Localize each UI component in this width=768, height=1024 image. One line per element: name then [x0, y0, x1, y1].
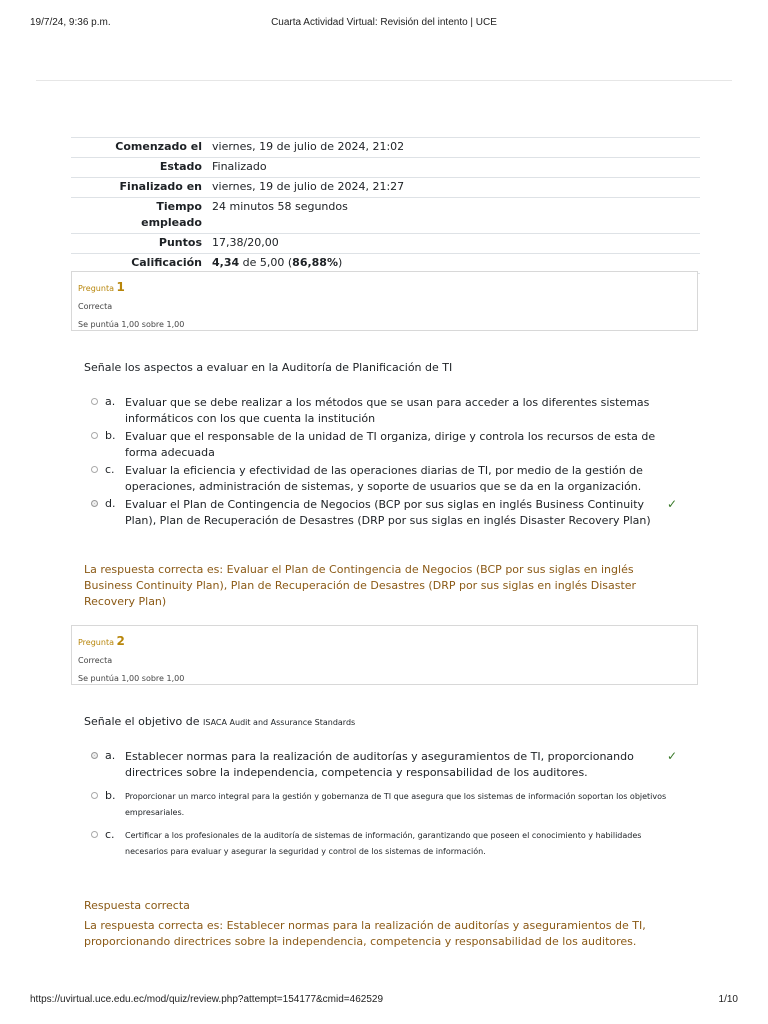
summary-row — [71, 178, 700, 198]
summary-label: Calificación — [71, 254, 207, 274]
summary-label: Finalizado en — [71, 178, 207, 198]
summary-label: Tiempo empleado — [71, 198, 207, 234]
header-divider — [36, 80, 732, 81]
summary-value: viernes, 19 de julio de 2024, 21:27 — [207, 178, 700, 198]
summary-value: 17,38/20,00 — [207, 234, 700, 254]
question-word: Pregunta — [78, 284, 114, 293]
correct-check-icon: ✓ — [667, 749, 678, 763]
question-info-1 — [71, 271, 698, 331]
summary-value: viernes, 19 de julio de 2024, 21:02 — [207, 138, 700, 158]
correct-check-icon: ✓ — [667, 497, 678, 511]
question-mark: Se puntúa 1,00 sobre 1,00 — [78, 320, 185, 329]
radio-button-checked[interactable] — [91, 752, 98, 759]
question-text: Señale los aspectos a evaluar en la Auditoría de Planificación de TI — [84, 361, 453, 374]
option-letter: b. — [105, 789, 116, 802]
grade-percent: 86,88% — [292, 256, 338, 269]
option-letter: b. — [105, 429, 116, 442]
summary-value: 24 minutos 58 segundos — [207, 198, 700, 234]
option-letter: c. — [105, 463, 115, 476]
question-text-1 — [84, 361, 452, 374]
option-text: Establecer normas para la realización de auditorías y aseguramientos de TI, proporcionando directrices sobre la independencia, competencia y responsabilidad de los auditores. — [125, 750, 634, 779]
option-text: Evaluar que se debe realizar a los métodos que se usan para acceder a los diferentes sistemas informáticos con los que cuenta la institución — [125, 396, 650, 425]
feedback-text: La respuesta correcta es: Establecer normas para la realización de auditorías y aseguramientos de TI, proporcionando directrices sobre la independencia, competencia y responsabilidad de los auditores. — [84, 919, 646, 948]
question-text-small: ISACA Audit and Assurance Standards — [203, 718, 356, 727]
print-datetime: 19/7/24, 9:36 p.m. — [30, 17, 111, 28]
question-word: Pregunta — [78, 638, 114, 647]
print-header — [0, 17, 768, 31]
feedback-text: La respuesta correcta es: Evaluar el Plan de Contingencia de Negocios (BCP por sus siglas en inglés Business Continuity Plan), Plan de Recuperación de Desastres (DRP por sus siglas en inglés Disaster Recovery Plan) — [84, 563, 637, 608]
radio-button[interactable] — [91, 831, 98, 838]
attempt-summary-table — [71, 137, 700, 274]
option-letter: a. — [105, 749, 116, 762]
print-url: https://uvirtual.uce.edu.ec/mod/quiz/review.php?attempt=154177&cmid=462529 — [30, 994, 384, 1005]
question-text-2 — [84, 715, 355, 728]
summary-row — [71, 234, 700, 254]
grade-mid: de 5,00 ( — [239, 256, 293, 269]
summary-row — [71, 198, 700, 234]
summary-row — [71, 158, 700, 178]
summary-row — [71, 138, 700, 158]
question-state: Correcta — [78, 656, 113, 665]
print-page-number: 1/10 — [718, 994, 738, 1005]
option-text: Evaluar la eficiencia y efectividad de las operaciones diarias de TI, por medio de la gestión de operaciones, administración de sistemas, y soporte de usuarios que se da en la organización. — [125, 464, 643, 493]
summary-label: Estado — [71, 158, 207, 178]
question-number: 1 — [116, 280, 125, 294]
option-text: Proporcionar un marco integral para la gestión y gobernanza de TI que asegura que los sistemas de información soportan los objetivos empresariales. — [125, 792, 667, 817]
option-letter: c. — [105, 828, 115, 841]
option-text: Evaluar el Plan de Contingencia de Negocios (BCP por sus siglas en inglés Business Continuity Plan), Plan de Recuperación de Desastres (DRP por sus siglas en inglés Disaster Recovery Plan) — [125, 498, 651, 527]
question-state: Correcta — [78, 302, 113, 311]
summary-value: Finalizado — [207, 158, 700, 178]
summary-label: Puntos — [71, 234, 207, 254]
question-info-2 — [71, 625, 698, 685]
radio-button-checked[interactable] — [91, 500, 98, 507]
option-text: Evaluar que el responsable de la unidad de TI organiza, dirige y controla los recursos de esta de forma adecuada — [125, 430, 656, 459]
correct-answer-feedback-1 — [84, 562, 684, 610]
question-number: 2 — [116, 634, 125, 648]
option-text: Certificar a los profesionales de la auditoría de sistemas de información, garantizando que poseen el conocimiento y habilidades necesarios para evaluar y asegurar la seguridad y control de los sistemas de información. — [125, 831, 642, 856]
grade-end: ) — [338, 256, 343, 269]
summary-label: Comenzado el — [71, 138, 207, 158]
correct-answer-feedback-2 — [84, 898, 684, 950]
option-letter: a. — [105, 395, 116, 408]
option-letter: d. — [105, 497, 116, 510]
radio-button[interactable] — [91, 398, 98, 405]
question-mark: Se puntúa 1,00 sobre 1,00 — [78, 674, 185, 683]
question-text: Señale el objetivo de — [84, 715, 203, 728]
radio-button[interactable] — [91, 792, 98, 799]
radio-button[interactable] — [91, 432, 98, 439]
print-footer — [0, 994, 768, 1008]
print-title: Cuarta Actividad Virtual: Revisión del intento | UCE — [271, 17, 497, 28]
radio-button[interactable] — [91, 466, 98, 473]
grade-value: 4,34 — [212, 256, 240, 269]
feedback-title: Respuesta correcta — [84, 899, 190, 912]
